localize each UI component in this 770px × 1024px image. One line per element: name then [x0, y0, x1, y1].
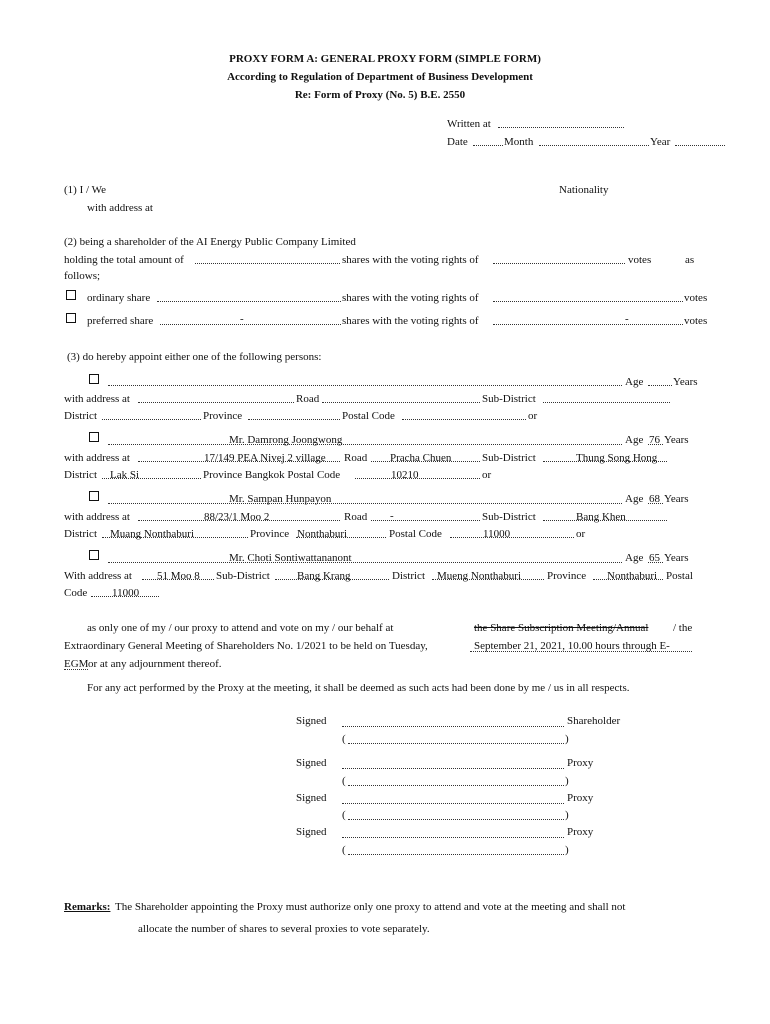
- proxy1-age-field[interactable]: [648, 385, 672, 386]
- ordinary-share-checkbox[interactable]: [66, 290, 76, 300]
- proxy3-name-field[interactable]: [108, 503, 622, 504]
- date-day-field[interactable]: [473, 145, 503, 146]
- year-label: Year: [650, 136, 671, 148]
- proxy1-address-field[interactable]: [138, 402, 294, 403]
- proxy4-address-label: With address at: [64, 570, 132, 582]
- proxy1-district-label: District: [64, 410, 97, 422]
- ordinary-shares-field[interactable]: [157, 301, 341, 302]
- proxy1-name-field[interactable]: [108, 385, 622, 386]
- proxy4-district: Mueng Nonthaburi: [437, 570, 522, 582]
- section3-label: (3) do hereby appoint either one of the following persons:: [67, 351, 322, 363]
- written-at-label: Written at: [447, 118, 491, 130]
- name-close-paren: ): [565, 844, 569, 856]
- proxy-signature-field[interactable]: [342, 803, 564, 804]
- proxy1-subdistrict-label: Sub-District: [482, 393, 536, 405]
- form-title: PROXY FORM A: GENERAL PROXY FORM (SIMPLE FORM): [229, 53, 541, 65]
- proxy3-years-label: Years: [664, 493, 689, 505]
- holding-label: holding the total amount of: [64, 254, 184, 266]
- proxy4-age: 65: [649, 552, 660, 564]
- proxy2-address-label: with address at: [64, 452, 130, 464]
- proxy2-address: 17/149 PEA Nivej 2 village: [204, 452, 326, 464]
- nationality-label: Nationality: [559, 184, 609, 196]
- follows-label: follows;: [64, 270, 101, 282]
- ordinary-votes-field[interactable]: [493, 301, 683, 302]
- proxy4-district-label: District: [392, 570, 425, 582]
- proxy3-subdistrict: Bang Khen: [576, 511, 626, 523]
- proxy3-address: 88/23/1 Moo 2: [204, 511, 270, 523]
- proxy4-checkbox[interactable]: [89, 550, 99, 560]
- form-subtitle: According to Regulation of Department of Business Development: [227, 71, 533, 83]
- shareholder-name-field[interactable]: [348, 743, 564, 744]
- proxy3-age-label: Age: [625, 493, 644, 505]
- form-reference: Re: Form of Proxy (No. 5) B.E. 2550: [294, 89, 466, 101]
- proxy3-address-label: with address at: [64, 511, 130, 523]
- preferred-shares-value: -: [240, 313, 244, 325]
- signed-label: Signed: [296, 757, 327, 769]
- proxy2-subdistrict-label: Sub-District: [482, 452, 536, 464]
- name-open-paren: (: [342, 809, 346, 821]
- proxy-statement-part2: / the: [673, 622, 693, 634]
- acts-paragraph: For any act performed by the Proxy at the meeting, it shall be deemed as such acts had been done by me / us in all respects.: [87, 682, 630, 694]
- adjournment-text: or at any adjournment thereof.: [88, 658, 222, 670]
- proxy1-years-label: Years: [673, 376, 698, 388]
- meeting-description: Extraordinary General Meeting of Shareholders No. 1/2021 to be held on Tuesday,: [64, 640, 428, 652]
- proxy1-road-field[interactable]: [322, 402, 480, 403]
- proxy2-postal: 10210: [391, 469, 419, 481]
- proxy4-name: Mr. Choti Sontiwattananont: [229, 552, 352, 564]
- total-shares-field[interactable]: [195, 263, 340, 264]
- written-at-field[interactable]: [498, 127, 624, 128]
- as-label: as: [685, 254, 695, 266]
- proxy4-address: 51 Moo 8: [157, 570, 200, 582]
- month-label: Month: [504, 136, 534, 148]
- signed-label: Signed: [296, 792, 327, 804]
- proxy3-postal-label: Postal Code: [389, 528, 442, 540]
- proxy3-road-field[interactable]: [371, 520, 480, 521]
- date-year-field[interactable]: [675, 145, 725, 146]
- section2-label: (2) being a shareholder of the AI Energy Public Company Limited: [64, 236, 356, 248]
- egm-label: EGM: [64, 658, 89, 670]
- proxy2-district: Lak Si: [110, 469, 140, 481]
- name-open-paren: (: [342, 844, 346, 856]
- proxy2-subdistrict: Thung Song Hong: [576, 452, 658, 464]
- proxy-statement-part1: as only one of my / our proxy to attend and vote on my / our behalf at: [87, 622, 394, 634]
- proxy-name-field[interactable]: [348, 819, 564, 820]
- proxy3-road-label: Road: [344, 511, 368, 523]
- ordinary-voting-label: shares with the voting rights of: [342, 292, 479, 304]
- proxy3-district-label: District: [64, 528, 97, 540]
- proxy2-checkbox[interactable]: [89, 432, 99, 442]
- proxy-statement-struck: the Share Subscription Meeting/Annual: [474, 622, 649, 634]
- proxy1-checkbox[interactable]: [89, 374, 99, 384]
- proxy4-years-label: Years: [664, 552, 689, 564]
- proxy-name-field[interactable]: [348, 854, 564, 855]
- proxy4-province: Nonthaburi: [607, 570, 658, 582]
- proxy-signature-field[interactable]: [342, 837, 564, 838]
- proxy1-subdistrict-field[interactable]: [543, 402, 670, 403]
- name-open-paren: (: [342, 775, 346, 787]
- proxy1-province-field[interactable]: [248, 419, 340, 420]
- proxy3-subdistrict-label: Sub-District: [482, 511, 536, 523]
- proxy3-district: Muang Nonthaburi: [110, 528, 195, 540]
- ordinary-votes-label: votes: [684, 292, 708, 304]
- signature-role: Proxy: [567, 757, 594, 769]
- proxy3-road: -: [390, 510, 394, 522]
- proxy3-postal-field[interactable]: [450, 537, 574, 538]
- proxy4-code-label: Code: [64, 587, 88, 599]
- voting-rights-label: shares with the voting rights of: [342, 254, 479, 266]
- proxy-signature-field[interactable]: [342, 768, 564, 769]
- preferred-share-label: preferred share: [87, 315, 154, 327]
- remarks-line1: The Shareholder appointing the Proxy must authorize only one proxy to attend and vote at the meeting and shall not: [115, 901, 626, 913]
- signature-role: Shareholder: [567, 715, 621, 727]
- proxy3-age: 68: [649, 493, 660, 505]
- votes-label: votes: [628, 254, 652, 266]
- proxy1-age-label: Age: [625, 376, 644, 388]
- proxy2-age-label: Age: [625, 434, 644, 446]
- proxy4-postal-label: Postal: [666, 570, 693, 582]
- proxy2-or-label: or: [482, 469, 492, 481]
- remarks-label: Remarks:: [64, 901, 111, 913]
- remarks-line2: allocate the number of shares to several proxies to vote separately.: [138, 923, 430, 935]
- proxy4-age-label: Age: [625, 552, 644, 564]
- preferred-voting-label: shares with the voting rights of: [342, 315, 479, 327]
- name-close-paren: ): [565, 809, 569, 821]
- preferred-votes-label: votes: [684, 315, 708, 327]
- proxy2-road: Pracha Chuen: [390, 452, 452, 464]
- proxy2-name-field[interactable]: [108, 444, 622, 445]
- meeting-date: September 21, 2021, 10.00 hours through E-: [474, 640, 670, 652]
- section1-address-label: with address at: [87, 202, 153, 214]
- name-open-paren: (: [342, 733, 346, 745]
- section1-label: (1) I / We: [64, 184, 106, 196]
- proxy2-years-label: Years: [664, 434, 689, 446]
- signed-label: Signed: [296, 826, 327, 838]
- proxy1-road-label: Road: [296, 393, 320, 405]
- proxy2-name: Mr. Damrong Joongwong: [229, 434, 343, 446]
- preferred-share-checkbox[interactable]: [66, 313, 76, 323]
- name-close-paren: ): [565, 733, 569, 745]
- signature-role: Proxy: [567, 792, 594, 804]
- proxy1-province-label: Province: [203, 410, 243, 422]
- proxy1-postal-label: Postal Code: [342, 410, 395, 422]
- shareholder-signature-field[interactable]: [342, 726, 564, 727]
- signed-label: Signed: [296, 715, 327, 727]
- date-label: Date: [447, 136, 468, 148]
- signature-role: Proxy: [567, 826, 594, 838]
- proxy2-road-label: Road: [344, 452, 368, 464]
- name-close-paren: ): [565, 775, 569, 787]
- proxy3-postal: 11000: [483, 528, 511, 540]
- proxy4-subdistrict: Bang Krang: [297, 570, 351, 582]
- date-month-field[interactable]: [539, 145, 649, 146]
- proxy1-district-field[interactable]: [102, 419, 201, 420]
- proxy4-province-label: Province: [547, 570, 587, 582]
- proxy4-postal: 11000: [112, 587, 140, 599]
- preferred-votes-value: -: [625, 313, 629, 325]
- proxy1-or-label: or: [528, 410, 538, 422]
- proxy4-subdistrict-label: Sub-District: [216, 570, 270, 582]
- proxy2-district-label: District: [64, 469, 97, 481]
- ordinary-share-label: ordinary share: [87, 292, 151, 304]
- proxy1-address-label: with address at: [64, 393, 130, 405]
- preferred-votes-field[interactable]: [493, 324, 683, 325]
- proxy3-checkbox[interactable]: [89, 491, 99, 501]
- proxy2-province-postal-label: Province Bangkok Postal Code: [203, 469, 341, 481]
- total-votes-field[interactable]: [493, 263, 625, 264]
- proxy4-name-field[interactable]: [108, 562, 622, 563]
- proxy1-postal-field[interactable]: [402, 419, 526, 420]
- proxy3-province-label: Province: [250, 528, 290, 540]
- proxy2-age: 76: [649, 434, 660, 446]
- proxy3-or-label: or: [576, 528, 586, 540]
- proxy-name-field[interactable]: [348, 785, 564, 786]
- proxy3-name: Mr. Sampan Hunpayon: [229, 493, 332, 505]
- preferred-shares-field[interactable]: [160, 324, 341, 325]
- proxy3-province: Nonthaburi: [297, 528, 348, 540]
